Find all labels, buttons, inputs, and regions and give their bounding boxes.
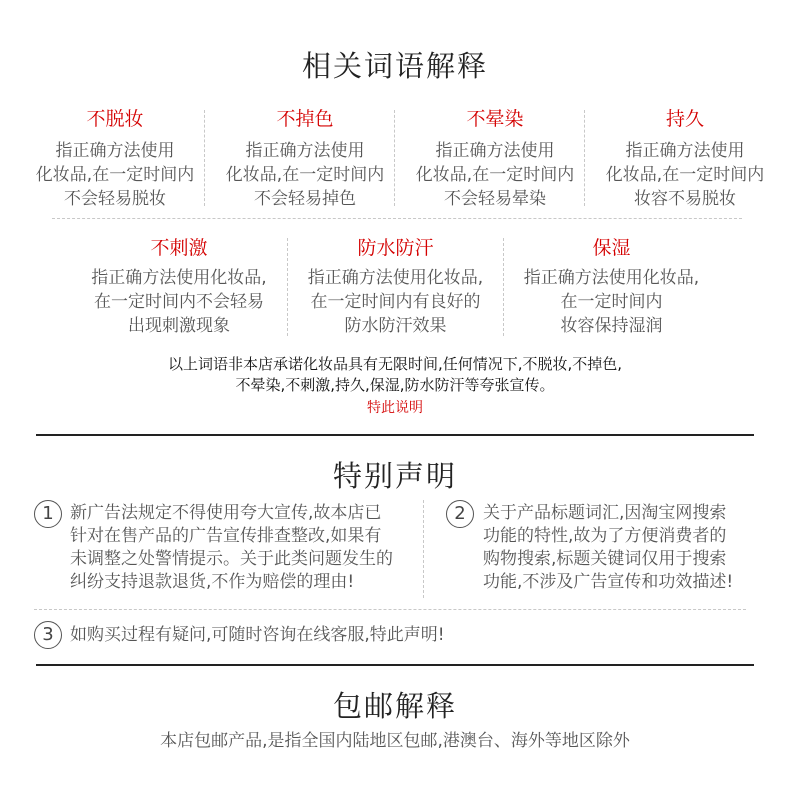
row-divider — [52, 218, 742, 219]
term-title: 不脱妆 — [86, 108, 144, 130]
term-title: 不刺激 — [150, 237, 208, 259]
number-circle-3: 3 — [34, 621, 62, 649]
term-block-non-irritating — [68, 233, 290, 338]
term-block-no-smear — [400, 104, 590, 211]
divider — [423, 500, 424, 598]
free-shipping-text: 本店包邮产品,是指全国内陆地区包邮,港澳台、海外等地区除外 — [160, 731, 630, 751]
term-desc: 指正确方法使用化妆品, 在一定时间内 妆容保持湿润 — [523, 268, 700, 336]
note-emphasis: 特此说明 — [367, 400, 423, 416]
number-circle-1: 1 — [34, 500, 62, 528]
special-statement-title: 特别声明 — [332, 459, 457, 493]
term-block-no-smudge — [20, 104, 210, 211]
divider — [204, 110, 205, 206]
page-title: 相关词语解释 — [301, 49, 488, 83]
disclaimer-note: 以上词语非本店承诺化妆品具有无限时间,任何情况下,不脱妆,不掉色, 不晕染,不刺激,持久,保湿,防水防汗等夸张宣传。 — [167, 355, 623, 394]
term-desc: 指正确方法使用化妆品, 在一定时间内不会轻易 出现刺激现象 — [91, 268, 267, 336]
free-shipping-title: 包邮解释 — [332, 689, 457, 723]
term-block-moisturizing — [504, 233, 719, 338]
term-desc: 指正确方法使用 化妆品,在一定时间内 不会轻易晕染 — [415, 141, 575, 209]
term-title: 不掉色 — [276, 108, 334, 130]
row-divider — [34, 609, 746, 610]
term-desc: 指正确方法使用 化妆品,在一定时间内 妆容不易脱妆 — [605, 141, 765, 209]
term-title: 保湿 — [592, 237, 631, 259]
statement-1-text: 新广告法规定不得使用夸大宣传,故本店已 针对在售产品的广告宣传排查整改,如果有 未调整之处警情提示。关于此类问题发生的 纠纷支持退款退货,不作为赔偿的理由! — [70, 503, 393, 592]
section-separator — [36, 664, 754, 666]
number-circle-2: 2 — [446, 500, 474, 528]
term-desc: 指正确方法使用化妆品, 在一定时间内有良好的 防水防汗效果 — [307, 268, 484, 336]
term-block-waterproof — [288, 233, 503, 338]
term-desc: 指正确方法使用 化妆品,在一定时间内 不会轻易掉色 — [225, 141, 385, 209]
divider — [584, 110, 585, 206]
term-block-long-lasting — [590, 104, 780, 211]
section-separator — [36, 434, 754, 436]
statement-3-text: 如购买过程有疑问,可随时咨询在线客服,特此声明! — [70, 625, 445, 645]
divider — [394, 110, 395, 206]
term-title: 不晕染 — [466, 108, 524, 130]
term-title: 持久 — [665, 108, 704, 130]
term-desc: 指正确方法使用 化妆品,在一定时间内 不会轻易脱妆 — [35, 141, 195, 209]
term-block-no-fade — [210, 104, 400, 211]
statement-2-text: 关于产品标题词汇,因淘宝网搜索 功能的特性,故为了方便消费者的 购物搜索,标题关键词仅用于搜索 功能,不涉及广告宣传和功效描述! — [483, 503, 734, 592]
term-title: 防水防汗 — [357, 237, 434, 259]
